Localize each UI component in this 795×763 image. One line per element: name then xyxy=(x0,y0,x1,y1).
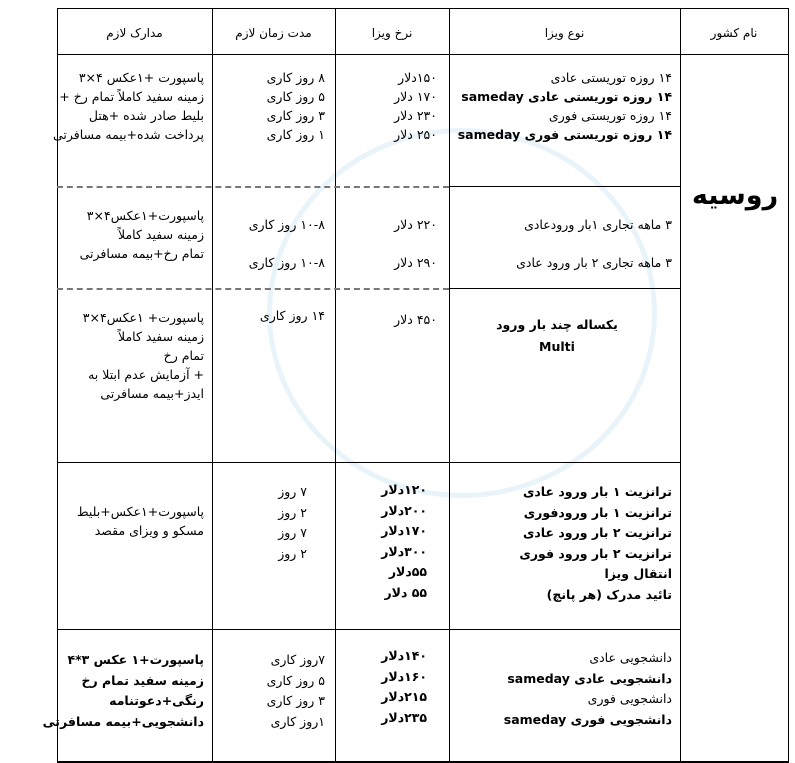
rate: ۴۵۰ دلار xyxy=(394,312,437,327)
visa-types-multi xyxy=(477,314,637,358)
visa-types-student xyxy=(449,648,672,730)
visa-type: Multi xyxy=(539,339,575,354)
visa-type: یکساله چند بار ورود xyxy=(496,317,618,332)
visa-types-transit xyxy=(449,482,672,605)
document-line: پاسپورت+۱عکس۴×۳ xyxy=(86,208,204,223)
visa-type: ترانزیت ۲ بار ورود فوری xyxy=(519,545,672,561)
visa-type: ۳ ماهه تجاری ۱بار ورودعادی xyxy=(524,217,672,232)
duration: ۱ روز کاری xyxy=(266,127,325,142)
visa-type: انتقال ویزا xyxy=(604,566,672,581)
document-line: پاسپورت+۱عکس+بلیط xyxy=(76,504,204,519)
header-visa-type: نوع ویزا xyxy=(544,26,585,40)
visa-type: ۱۴ روزه توریستی فوری xyxy=(548,108,672,123)
rate: ۱۷۰ دلار xyxy=(394,89,437,104)
documents-tourist xyxy=(52,68,204,144)
duration: ۵ روز کاری xyxy=(266,672,325,688)
duration: ۵ روز کاری xyxy=(266,89,325,104)
duration: ۲ روز xyxy=(278,504,307,520)
header-rate: نرخ ویزا xyxy=(371,26,413,40)
durations-multi xyxy=(227,306,325,325)
duration: ۱۰-۸ روز کاری xyxy=(248,255,325,270)
document-line: ایدز+بیمه مسافرتی xyxy=(100,386,204,401)
rate: ۱۲۰دلار xyxy=(381,482,427,497)
visa-type: ۱۴ روزه توریستی عادی xyxy=(550,70,672,85)
visa-type: دانشجویی فوری sameday xyxy=(503,711,672,727)
rate: ۵۵ دلار xyxy=(384,584,427,600)
document-line: + آزمایش عدم ابتلا به xyxy=(88,367,204,382)
document-line: زمینه سفید کاملاً تمام رخ + xyxy=(59,89,204,104)
durations-business xyxy=(227,206,325,282)
visa-type: ۱۴ روزه توریستی فوری sameday xyxy=(457,127,672,142)
visa-types-business xyxy=(449,206,672,282)
rate: ۲۵۰ دلار xyxy=(394,127,437,142)
watermark-logo xyxy=(267,128,657,498)
header-duration: مدت زمان لازم xyxy=(235,26,312,40)
rates-multi xyxy=(357,310,437,329)
documents-multi xyxy=(61,308,204,403)
visa-type: تائید مدرک (هر پانچ) xyxy=(546,586,672,602)
document-line: بلیط صادر شده +هتل xyxy=(88,108,204,123)
document-line: زمینه سفید کاملاً xyxy=(118,227,204,242)
durations-transit xyxy=(227,482,307,564)
documents-business xyxy=(61,206,204,263)
header-country: نام کشور xyxy=(710,26,758,40)
duration: ۷روز کاری xyxy=(270,652,325,667)
header-documents: مدارک لازم xyxy=(106,26,163,40)
visa-type: ترانزیت ۲ بار ورود عادی xyxy=(522,525,672,540)
rate: ۲۹۰ دلار xyxy=(394,255,437,270)
duration: ۷ روز xyxy=(278,525,307,540)
rate: ۲۱۵دلار xyxy=(381,689,427,704)
rate: ۱۶۰دلار xyxy=(381,668,427,684)
country-name: روسیه xyxy=(691,180,779,211)
rates-student xyxy=(357,646,427,728)
document-line: مسکو و ویزای مقصد xyxy=(94,523,204,538)
document-line: زمینه سفید تمام رخ xyxy=(81,672,204,688)
duration: ۱۰-۸ روز کاری xyxy=(248,217,325,232)
rates-tourist xyxy=(357,68,437,144)
rate: ۳۰۰دلار xyxy=(381,543,427,559)
document-line: پاسپورت+ ۱عکس۴×۳ xyxy=(82,310,204,325)
document-line: پاسپورت +۱عکس ۴×۳ xyxy=(78,70,204,85)
rate: ۲۳۰ دلار xyxy=(394,108,437,123)
document-line: پاسپورت+۱ عکس ۳*۴ xyxy=(67,652,204,667)
visa-price-table xyxy=(42,8,789,763)
duration: ۲ روز xyxy=(278,545,307,561)
document-line: تمام رخ xyxy=(163,348,204,363)
document-line: زمینه سفید کاملاً xyxy=(118,329,204,344)
duration: ۷ روز xyxy=(278,484,307,499)
duration: ۱روز کاری xyxy=(270,713,325,729)
visa-type: دانشجویی عادی xyxy=(589,650,672,665)
rate: ۲۳۵دلار xyxy=(381,709,427,725)
duration: ۳ روز کاری xyxy=(266,108,325,123)
documents-student xyxy=(42,650,204,732)
document-line: پرداخت شده+بیمه مسافرتی xyxy=(52,127,204,142)
duration: ۱۴ روز کاری xyxy=(259,308,325,323)
rates-business xyxy=(357,206,437,282)
visa-type: ترانزیت ۱ بار ورودفوری xyxy=(523,504,672,520)
visa-type: ۳ ماهه تجاری ۲ بار ورود عادی xyxy=(516,255,672,270)
rate: ۱۴۰دلار xyxy=(381,648,427,663)
visa-type: ۱۴ روزه توریستی عادی sameday xyxy=(461,89,672,104)
visa-type: دانشجویی عادی sameday xyxy=(507,670,672,686)
document-line: تمام رخ+بیمه مسافرتی xyxy=(79,246,204,261)
rates-transit xyxy=(357,480,427,603)
rate: ۵۵دلار xyxy=(388,564,427,579)
durations-tourist xyxy=(227,68,325,144)
duration: ۳ روز کاری xyxy=(266,693,325,708)
visa-type: ترانزیت ۱ بار ورود عادی xyxy=(522,484,672,499)
visa-type: دانشجویی فوری xyxy=(587,691,672,706)
rate: ۱۷۰دلار xyxy=(381,523,427,538)
rate: ۱۵۰دلار xyxy=(398,70,437,85)
document-line: دانشجویی+بیمه مسافرتی xyxy=(42,713,204,729)
document-line: رنگی+دعوتنامه xyxy=(109,693,204,708)
documents-transit xyxy=(61,502,204,540)
durations-student xyxy=(227,650,325,732)
rate: ۲۰۰دلار xyxy=(381,502,427,518)
visa-types-tourist xyxy=(449,68,672,144)
duration: ۸ روز کاری xyxy=(266,70,325,85)
rate: ۲۲۰ دلار xyxy=(394,217,437,232)
